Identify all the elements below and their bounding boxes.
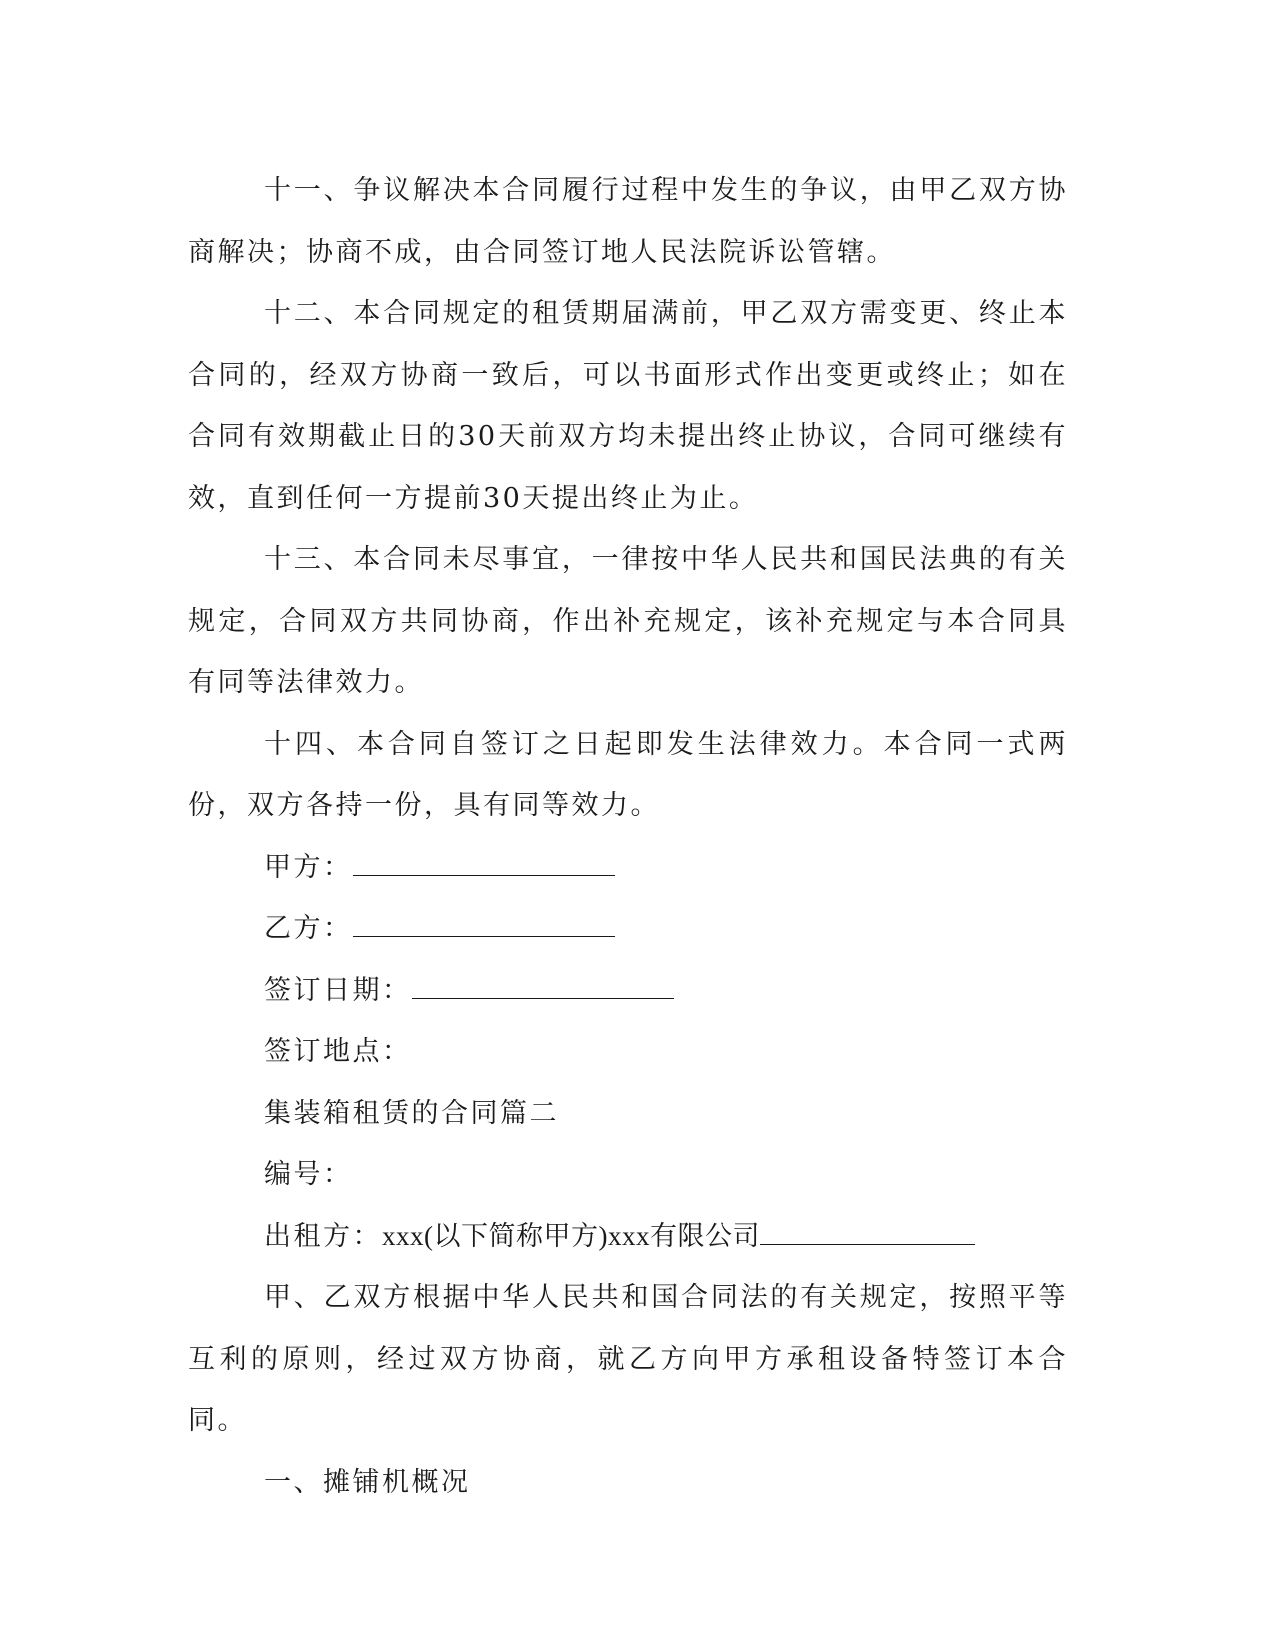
sign-date-line [188, 960, 1068, 1022]
document-page [188, 160, 1068, 1513]
clause-14: 十四、本合同自签订之日起即发生法律效力。本合同一式两份，双方各持一份，具有同等效力。 [188, 728, 1068, 821]
clause-12: 十二、本合同规定的租赁期届满前，甲乙双方需变更、终止本合同的，经双方协商一致后，可以书面形式作出变更或终止；如在合同有效期截止日的30天前双方均未提出终止协议，合同可继续有效，直到任何一方提前30天提出终止为止。 [188, 298, 1068, 514]
section-2-heading-1: 一、摊铺机概况 [264, 1466, 471, 1498]
contract-number-line [188, 1144, 1068, 1206]
party-a-label: 甲方： [264, 851, 353, 883]
party-b-signature-line [188, 898, 1068, 960]
lessor-line [188, 1206, 1068, 1268]
party-b-label: 乙方： [264, 913, 353, 944]
lessor-value: xxx(以下简称甲方)xxx有限公司 [382, 1220, 760, 1251]
lessor-label: 出租方： [264, 1220, 382, 1252]
party-a-blank[interactable] [353, 853, 615, 876]
contract-number-label: 编号： [264, 1159, 353, 1190]
clause-11: 十一、争议解决本合同履行过程中发生的争议，由甲乙双方协商解决；协商不成，由合同签订地人民法院诉讼管辖。 [188, 175, 1068, 268]
party-b-blank[interactable] [353, 914, 615, 937]
sign-place-label: 签订地点： [264, 1036, 412, 1067]
lessor-blank[interactable] [760, 1222, 975, 1245]
section-2-intro: 甲、乙双方根据中华人民共和国合同法的有关规定，按照平等互利的原则，经过双方协商，就乙方向甲方承租设备特签订本合同。 [188, 1282, 1068, 1436]
section-2-title: 集装箱租赁的合同篇二 [264, 1097, 559, 1129]
sign-date-label: 签订日期： [264, 974, 412, 1006]
sign-date-blank[interactable] [412, 976, 674, 999]
sign-place-line [188, 1021, 1068, 1083]
party-a-signature-line [188, 837, 1068, 899]
clause-13: 十三、本合同未尽事宜，一律按中华人民共和国民法典的有关规定，合同双方共同协商，作出补充规定，该补充规定与本合同具有同等法律效力。 [188, 544, 1068, 698]
